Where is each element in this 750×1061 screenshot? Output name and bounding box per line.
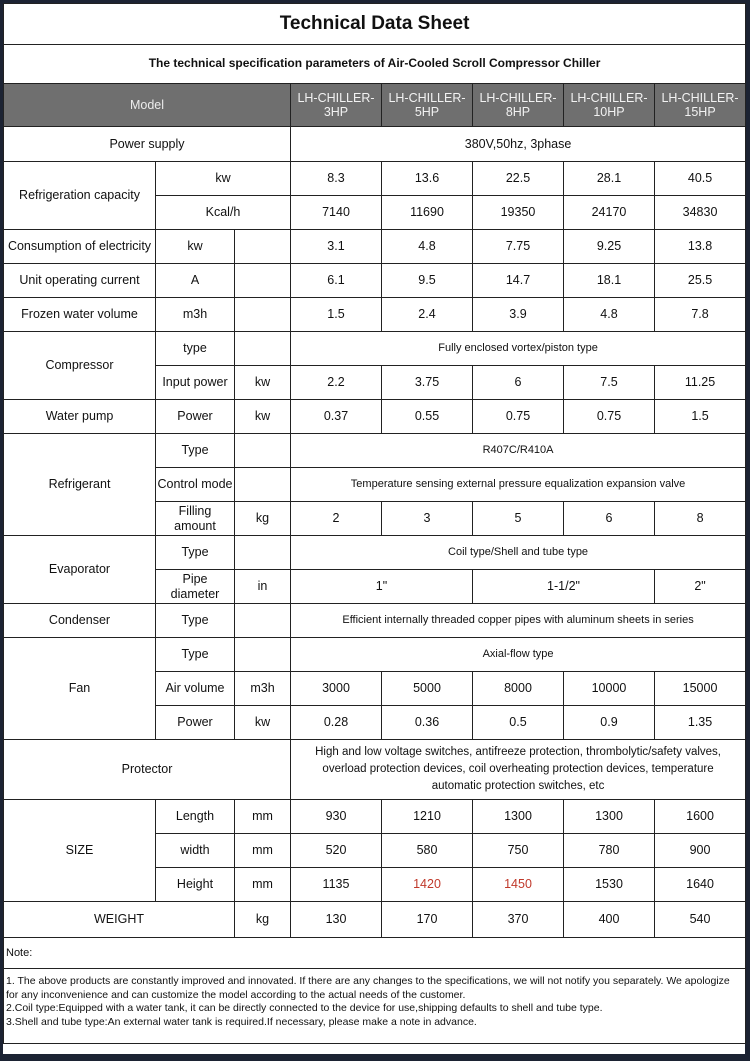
row-label: Consumption of electricity [4, 230, 156, 264]
param-cell: width [156, 834, 235, 868]
value-cell: 19350 [473, 196, 564, 230]
unit-cell: Kcal/h [156, 196, 291, 230]
value-cell: 9.25 [564, 230, 655, 264]
notes-body [4, 969, 746, 1044]
value-cell: 1" [291, 570, 473, 604]
value-cell: 1530 [564, 868, 655, 902]
empty-cell [235, 536, 291, 570]
model-name: LH-CHILLER-3HP [291, 84, 382, 127]
size-length-row [4, 800, 746, 834]
fan-type-row [4, 638, 746, 672]
value-cell: 0.75 [564, 400, 655, 434]
value-cell: 22.5 [473, 162, 564, 196]
value-cell: 780 [564, 834, 655, 868]
unit-cell: m3h [156, 298, 235, 332]
model-name: LH-CHILLER-15HP [655, 84, 746, 127]
unit-cell: in [235, 570, 291, 604]
protector-line: overload protection devices, coil overheating protection devices, temperature [322, 763, 714, 776]
value-cell: 13.6 [382, 162, 473, 196]
value-cell: 3000 [291, 672, 382, 706]
value-cell: 25.5 [655, 264, 746, 298]
value-cell: 400 [564, 902, 655, 938]
value-cell: 11.25 [655, 366, 746, 400]
param-cell: Type [156, 434, 235, 468]
subtitle-row [4, 45, 746, 84]
spec-table [3, 3, 746, 1044]
compressor-type-row [4, 332, 746, 366]
model-label: Model [4, 84, 291, 127]
empty-cell [235, 332, 291, 366]
empty-cell [235, 264, 291, 298]
row-label: Power supply [4, 127, 291, 162]
unit-cell: mm [235, 800, 291, 834]
unit-cell: kw [235, 366, 291, 400]
row-label: Unit operating current [4, 264, 156, 298]
value-cell-highlighted: 1420 [382, 868, 473, 902]
protector-value [291, 740, 746, 800]
unit-cell: mm [235, 868, 291, 902]
value-cell: 0.55 [382, 400, 473, 434]
refrigeration-kw-row [4, 162, 746, 196]
param-cell: Air volume [156, 672, 235, 706]
value-cell: 3 [382, 502, 473, 536]
value-cell: 14.7 [473, 264, 564, 298]
value-cell: 6 [564, 502, 655, 536]
evaporator-type-value: Coil type/Shell and tube type [291, 536, 746, 570]
value-cell: 130 [291, 902, 382, 938]
unit-cell: kg [235, 902, 291, 938]
unit-cell: kw [156, 162, 291, 196]
value-cell: 5000 [382, 672, 473, 706]
protector-row [4, 740, 746, 800]
value-cell: 15000 [655, 672, 746, 706]
frozen-water-row [4, 298, 746, 332]
value-cell: 1.5 [655, 400, 746, 434]
note-label-row [4, 938, 746, 969]
consumption-row [4, 230, 746, 264]
empty-cell [235, 604, 291, 638]
value-cell: 3.75 [382, 366, 473, 400]
model-header-row [4, 84, 746, 127]
value-cell: 6 [473, 366, 564, 400]
row-label: WEIGHT [4, 902, 235, 938]
fan-type-value: Axial-flow type [291, 638, 746, 672]
value-cell: 540 [655, 902, 746, 938]
sheet-title: Technical Data Sheet [4, 4, 746, 45]
row-label: Condenser [4, 604, 156, 638]
value-cell: 3.9 [473, 298, 564, 332]
value-cell: 1.35 [655, 706, 746, 740]
compressor-type-value: Fully enclosed vortex/piston type [291, 332, 746, 366]
empty-cell [235, 298, 291, 332]
value-cell: 8 [655, 502, 746, 536]
value-cell: 2 [291, 502, 382, 536]
value-cell: 4.8 [382, 230, 473, 264]
power-supply-value: 380V,50hz, 3phase [291, 127, 746, 162]
control-mode-value: Temperature sensing external pressure equalization expansion valve [291, 468, 746, 502]
unit-cell: m3h [235, 672, 291, 706]
notes-row [4, 969, 746, 1044]
model-name: LH-CHILLER-5HP [382, 84, 473, 127]
value-cell: 750 [473, 834, 564, 868]
value-cell: 520 [291, 834, 382, 868]
value-cell: 34830 [655, 196, 746, 230]
note-line: 1. The above products are constantly improved and innovated. If there are any changes to the specifications, we will not notify you separately. We apologize for any inconvenience and can customize the model according to the actual needs of the customer. [6, 975, 730, 1001]
value-cell: 1210 [382, 800, 473, 834]
value-cell: 10000 [564, 672, 655, 706]
current-row [4, 264, 746, 298]
note-line: 3.Shell and tube type:An external water tank is required.If necessary, please make a note in advance. [6, 1015, 477, 1028]
value-cell: 2.4 [382, 298, 473, 332]
value-cell: 28.1 [564, 162, 655, 196]
value-cell: 3.1 [291, 230, 382, 264]
value-cell: 0.37 [291, 400, 382, 434]
row-label: Compressor [4, 332, 156, 400]
value-cell: 1135 [291, 868, 382, 902]
param-cell: Power [156, 400, 235, 434]
value-cell: 930 [291, 800, 382, 834]
value-cell: 1300 [473, 800, 564, 834]
value-cell: 0.9 [564, 706, 655, 740]
empty-cell [235, 638, 291, 672]
value-cell: 6.1 [291, 264, 382, 298]
param-cell: Input power [156, 366, 235, 400]
value-cell: 1640 [655, 868, 746, 902]
value-cell: 1-1/2" [473, 570, 655, 604]
value-cell: 11690 [382, 196, 473, 230]
model-name: LH-CHILLER-8HP [473, 84, 564, 127]
param-cell: Control mode [156, 468, 235, 502]
weight-row [4, 902, 746, 938]
refrigerant-type-row [4, 434, 746, 468]
unit-cell: mm [235, 834, 291, 868]
value-cell: 24170 [564, 196, 655, 230]
value-cell: 900 [655, 834, 746, 868]
power-supply-row [4, 127, 746, 162]
value-cell: 2" [655, 570, 746, 604]
value-cell: 13.8 [655, 230, 746, 264]
value-cell: 8.3 [291, 162, 382, 196]
note-line: 2.Coil type:Equipped with a water tank, it can be directly connected to the device for use,shipping defaults to shell and tube type. [6, 1002, 603, 1015]
param-cell: Type [156, 638, 235, 672]
value-cell: 580 [382, 834, 473, 868]
condenser-row [4, 604, 746, 638]
model-name: LH-CHILLER-10HP [564, 84, 655, 127]
row-label: SIZE [4, 800, 156, 902]
data-sheet [3, 3, 745, 1054]
value-cell: 8000 [473, 672, 564, 706]
water-pump-row [4, 400, 746, 434]
row-label: Frozen water volume [4, 298, 156, 332]
value-cell: 4.8 [564, 298, 655, 332]
note-label: Note: [4, 938, 746, 969]
value-cell: 7.8 [655, 298, 746, 332]
unit-cell: A [156, 264, 235, 298]
value-cell: 7.75 [473, 230, 564, 264]
row-label: Refrigerant [4, 434, 156, 536]
value-cell: 2.2 [291, 366, 382, 400]
value-cell-highlighted: 1450 [473, 868, 564, 902]
empty-cell [235, 468, 291, 502]
row-label: Refrigeration capacity [4, 162, 156, 230]
param-cell: type [156, 332, 235, 366]
unit-cell: kw [235, 706, 291, 740]
param-cell: Power [156, 706, 235, 740]
row-label: Evaporator [4, 536, 156, 604]
value-cell: 7140 [291, 196, 382, 230]
unit-cell: kw [235, 400, 291, 434]
value-cell: 40.5 [655, 162, 746, 196]
param-cell: Filling amount [156, 502, 235, 536]
value-cell: 170 [382, 902, 473, 938]
evaporator-type-row [4, 536, 746, 570]
value-cell: 0.5 [473, 706, 564, 740]
value-cell: 18.1 [564, 264, 655, 298]
empty-cell [235, 434, 291, 468]
param-cell: Height [156, 868, 235, 902]
value-cell: 0.36 [382, 706, 473, 740]
row-label: Protector [4, 740, 291, 800]
value-cell: 1300 [564, 800, 655, 834]
protector-line: automatic protection switches, etc [431, 779, 605, 792]
empty-cell [235, 230, 291, 264]
value-cell: 0.28 [291, 706, 382, 740]
title-row [4, 4, 746, 45]
row-label: Fan [4, 638, 156, 740]
value-cell: 0.75 [473, 400, 564, 434]
refrigerant-type-value: R407C/R410A [291, 434, 746, 468]
protector-line: High and low voltage switches, antifreeze protection, thrombolytic/safety valves, [315, 746, 721, 759]
param-cell: Type [156, 536, 235, 570]
condenser-type-value: Efficient internally threaded copper pipes with aluminum sheets in series [291, 604, 746, 638]
value-cell: 1.5 [291, 298, 382, 332]
value-cell: 7.5 [564, 366, 655, 400]
unit-cell: kg [235, 502, 291, 536]
value-cell: 5 [473, 502, 564, 536]
unit-cell: kw [156, 230, 235, 264]
param-cell: Length [156, 800, 235, 834]
value-cell: 370 [473, 902, 564, 938]
sheet-subtitle: The technical specification parameters of Air-Cooled Scroll Compressor Chiller [4, 45, 746, 84]
value-cell: 9.5 [382, 264, 473, 298]
value-cell: 1600 [655, 800, 746, 834]
param-cell: Pipe diameter [156, 570, 235, 604]
row-label: Water pump [4, 400, 156, 434]
param-cell: Type [156, 604, 235, 638]
